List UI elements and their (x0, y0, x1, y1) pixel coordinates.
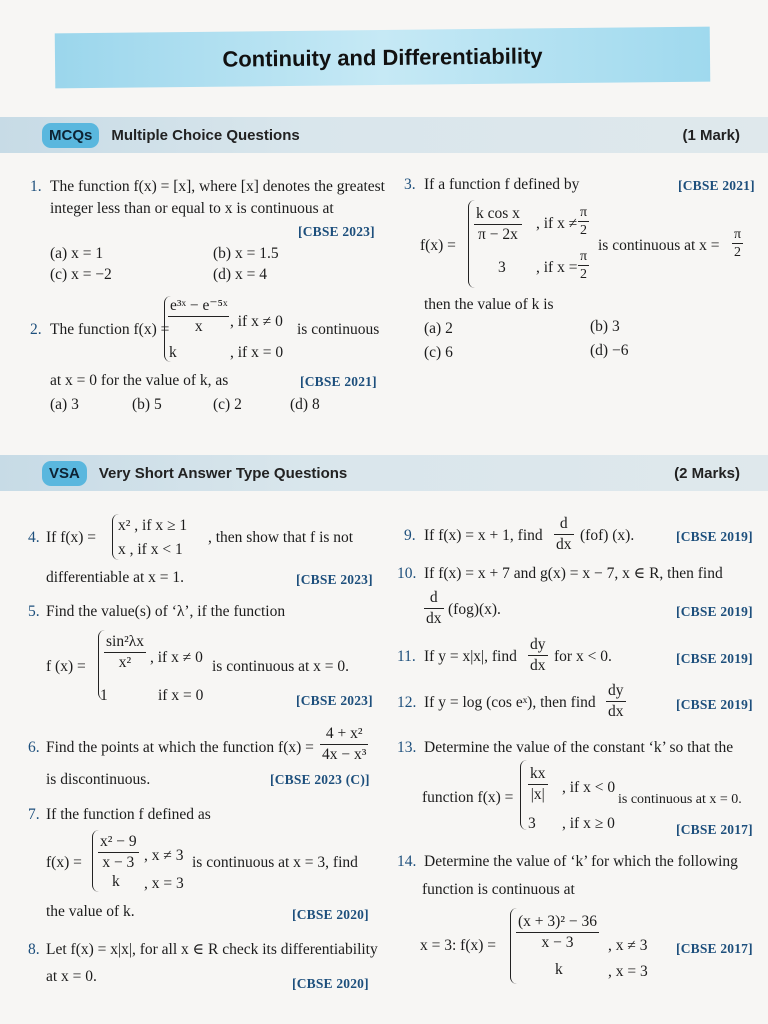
q2-case1-num: e³ˣ − e⁻⁵ˣ (168, 296, 229, 317)
q10-tail: (fog)(x). (448, 601, 501, 618)
q14-case1-cond: , x ≠ 3 (608, 937, 648, 954)
q3-tail: is continuous at x = (598, 237, 720, 254)
q12-text: If y = log (cos eˣ), then find (424, 694, 596, 711)
q2-line2: at x = 0 for the value of k, as (50, 372, 229, 389)
q3-source: [CBSE 2021] (678, 178, 755, 193)
q6-number: 6. (28, 739, 40, 756)
q3-option-c: (c) 6 (424, 344, 453, 361)
q2-lead: The function f(x) = (50, 321, 170, 338)
q9-dx: dx (556, 536, 572, 553)
q7-case1-den: x − 3 (102, 854, 135, 871)
q3-half-b (578, 248, 589, 283)
q14-number: 14. (397, 853, 417, 870)
q13-case1-fraction (528, 764, 548, 805)
q7-line1: If the function f defined as (46, 806, 211, 823)
page-title: Continuity and Differentiability (222, 42, 543, 72)
q3-half-b-num: π (580, 249, 588, 264)
q2-option-a: (a) 3 (50, 396, 79, 413)
q10-line1: If f(x) = x + 7 and g(x) = x − 7, x ∈ R, then find (424, 565, 723, 582)
q14-case1-num: (x + 3)² − 36 (516, 912, 599, 933)
q11-derivative (528, 635, 548, 676)
q6-line2: is discontinuous. (46, 771, 151, 788)
q4-case2: x , if x < 1 (118, 541, 183, 558)
q14-case1-den: x − 3 (541, 934, 574, 951)
q14-case1-fraction (516, 912, 599, 953)
q14-lead: x = 3: f(x) = (420, 937, 497, 954)
q3-case2-cond: , if x = (536, 259, 578, 276)
vsa-heading: Very Short Answer Type Questions (98, 464, 348, 482)
q3-option-a: (a) 2 (424, 320, 453, 337)
q3-half-a-num: π (580, 205, 588, 220)
q4-tail: , then show that f is not (208, 529, 354, 546)
q4-line2: differentiable at x = 1. (46, 569, 185, 586)
vsa-marks: (2 Marks) (674, 464, 740, 482)
mcq-marks: (1 Mark) (682, 126, 740, 144)
q9-number: 9. (404, 527, 416, 544)
q11-dx: dx (530, 657, 546, 674)
q3-half-c-num: π (734, 227, 742, 242)
q9-text: If f(x) = x + 1, find (424, 527, 543, 544)
q3-case1-fraction (474, 204, 522, 245)
q6-line1: Find the points at which the function f(x) = (46, 739, 314, 756)
q5-case1-fraction (104, 632, 146, 673)
q1-line2: integer less than or equal to x is continuous at (50, 200, 334, 217)
q1-line1: The function f(x) = [x], where [x] denotes the greatest (50, 178, 385, 195)
q7-number: 7. (28, 806, 40, 823)
q8-source: [CBSE 2020] (292, 976, 369, 991)
q3-line2: then the value of k is (424, 296, 554, 313)
mcq-heading: Multiple Choice Questions (111, 126, 300, 144)
q3-number: 3. (404, 176, 416, 193)
q2-case1-cond: , if x ≠ 0 (230, 313, 283, 330)
q7-case2: k (112, 873, 120, 890)
q3-half-a (578, 204, 589, 239)
q2-option-c: (c) 2 (213, 396, 242, 413)
q12-source: [CBSE 2019] (676, 697, 753, 712)
q8-number: 8. (28, 941, 40, 958)
q14-case2-cond: , x = 3 (608, 963, 648, 980)
q7-case1-num: x² − 9 (98, 832, 139, 853)
q5-case1-cond: , if x ≠ 0 (150, 649, 203, 666)
q10-source: [CBSE 2019] (676, 604, 753, 619)
q13-line1: Determine the value of the constant ‘k’ so that the (424, 739, 734, 756)
q13-case2: 3 (528, 815, 536, 832)
q7-lead: f(x) = (46, 854, 82, 871)
q7-case1-cond: , x ≠ 3 (144, 847, 184, 864)
q2-case2-cond: , if x = 0 (230, 344, 284, 361)
q3-case1-den: π − 2x (478, 226, 518, 243)
q1-source: [CBSE 2023] (298, 224, 375, 239)
q2-tail: is continuous (297, 321, 380, 338)
q2-number: 2. (30, 321, 42, 338)
q8-line2: at x = 0. (46, 968, 97, 985)
q1-option-c: (c) x = −2 (50, 266, 112, 283)
q3-case1-num: k cos x (474, 204, 522, 225)
vsa-section-header (0, 455, 768, 491)
q13-number: 13. (397, 739, 417, 756)
q13-source: [CBSE 2017] (676, 822, 753, 837)
q11-text: If y = x|x|, find (424, 648, 517, 665)
q11-number: 11. (397, 648, 416, 665)
q6-frac-num: 4 + x² (320, 724, 368, 745)
q7-case2-cond: , x = 3 (144, 875, 184, 892)
q4-source: [CBSE 2023] (296, 572, 373, 587)
q12-number: 12. (397, 694, 417, 711)
q2-case2: k (169, 344, 177, 361)
q5-case2-cond: if x = 0 (158, 687, 204, 704)
q5-tail: is continuous at x = 0. (212, 658, 350, 675)
q6-fraction (320, 724, 368, 765)
q13-case2-cond: , if x ≥ 0 (562, 815, 615, 832)
q4-lead: If f(x) = (46, 529, 97, 546)
q6-source: [CBSE 2023 (C)] (270, 772, 370, 787)
q13-case1-den: |x| (530, 786, 545, 803)
q5-line1: Find the value(s) of ‘λ’, if the function (46, 603, 286, 620)
q14-source: [CBSE 2017] (676, 941, 753, 956)
q7-source: [CBSE 2020] (292, 907, 369, 922)
q4-case1: x² , if x ≥ 1 (118, 517, 188, 534)
q5-source: [CBSE 2023] (296, 693, 373, 708)
q10-derivative (424, 588, 444, 629)
mcq-section-header (0, 117, 768, 153)
q10-number: 10. (397, 565, 417, 582)
q3-half-c-den: 2 (734, 245, 742, 260)
q2-case1-fraction (168, 296, 229, 337)
q13-brace (520, 760, 527, 830)
q12-dx: dx (608, 703, 624, 720)
q13-case1-num: kx (528, 764, 548, 785)
q2-option-b: (b) 5 (132, 396, 162, 413)
q10-dx: dx (426, 610, 442, 627)
q1-number: 1. (30, 178, 42, 195)
q11-source: [CBSE 2019] (676, 651, 753, 666)
q3-option-b: (b) 3 (590, 318, 620, 335)
q3-half-b-den: 2 (580, 267, 588, 282)
q12-derivative (606, 681, 626, 722)
q2-source: [CBSE 2021] (300, 374, 377, 389)
title-banner (55, 27, 711, 89)
q9-derivative (554, 514, 574, 555)
q3-half-a-den: 2 (580, 223, 588, 238)
q3-lead: f(x) = (420, 237, 456, 254)
vsa-badge: VSA (42, 461, 87, 486)
q2-case1-den: x (194, 318, 203, 335)
q3-half-c (732, 226, 743, 261)
q11-dy: dy (528, 635, 548, 656)
q14-case2: k (555, 961, 563, 978)
q1-option-d: (d) x = 4 (213, 266, 267, 283)
q2-option-d: (d) 8 (290, 396, 320, 413)
mcq-badge: MCQs (42, 123, 99, 148)
q5-case1-den: x² (118, 654, 132, 671)
q9-d: d (554, 514, 574, 535)
q5-case2: 1 (100, 687, 108, 704)
q3-option-d: (d) −6 (590, 342, 629, 359)
q9-tail: (fof) (x). (580, 527, 635, 544)
q13-lead: function f(x) = (422, 789, 514, 806)
q10-d: d (424, 588, 444, 609)
q11-tail: for x < 0. (554, 648, 612, 665)
q3-line1: If a function f defined by (424, 176, 580, 193)
q8-line1: Let f(x) = x|x|, for all x ∈ R check its differentiability (46, 941, 378, 958)
q9-source: [CBSE 2019] (676, 529, 753, 544)
q14-line1: Determine the value of ‘k’ for which the following (424, 853, 738, 870)
q5-lead: f (x) = (46, 658, 86, 675)
q5-case1-num: sin²λx (104, 632, 146, 653)
q13-tail: is continuous at x = 0. (618, 792, 742, 807)
q4-number: 4. (28, 529, 40, 546)
q12-dy: dy (606, 681, 626, 702)
q14-line2: function is continuous at (422, 881, 575, 898)
q7-line2: the value of k. (46, 903, 135, 920)
q5-number: 5. (28, 603, 40, 620)
q1-option-a: (a) x = 1 (50, 245, 104, 262)
q7-tail: is continuous at x = 3, find (192, 854, 358, 871)
q3-case1-cond: , if x ≠ (536, 215, 578, 232)
q1-option-b: (b) x = 1.5 (213, 245, 279, 262)
q6-frac-den: 4x − x³ (322, 746, 367, 763)
q3-case2: 3 (498, 259, 506, 276)
q13-case1-cond: , if x < 0 (562, 779, 616, 796)
q7-case1-fraction (98, 832, 139, 873)
